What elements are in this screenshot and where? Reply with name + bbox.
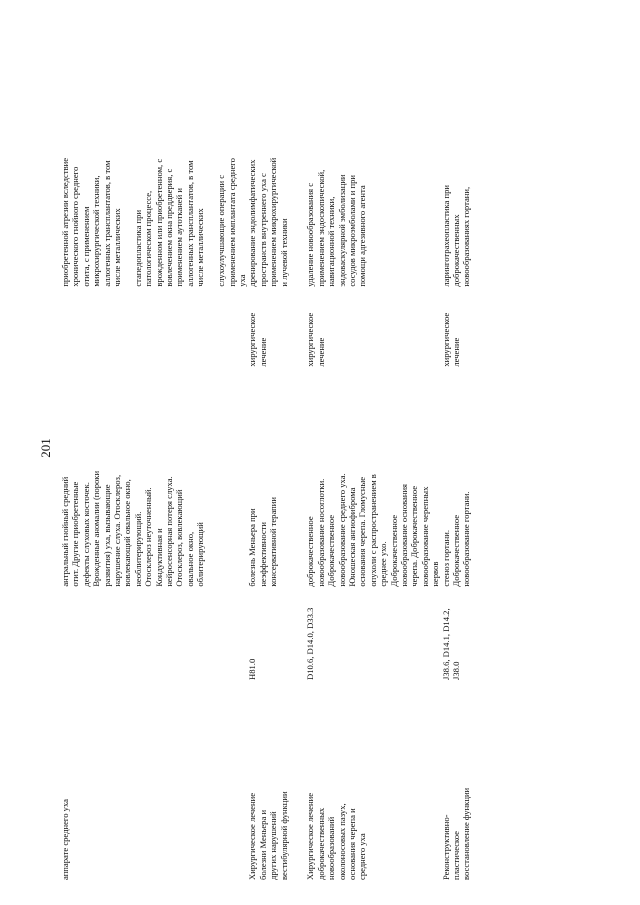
codes-cell: D10.6, D14.0, D33.3 — [305, 607, 316, 680]
method-cell: ларинготрахеопластика при доброкачественных новообразованиях гортани, — [440, 185, 472, 287]
type-cell — [60, 287, 247, 367]
type-cell: хирургическое лечение — [305, 312, 326, 367]
type-cell: хирургическое лечение — [440, 312, 461, 367]
models-cell: антральный гнойный средний отит. Другие приобретенные дефекты слуховых косточек. Врожденные аномалии (пороки развития) уха, вызывающие нарушение слуха. Отосклероз, вовлекающий овальное окно, необлитерирующий. Отосклероз неуточненный. Кондуктивная и нейросенсорная потеря слуха. Отосклероз, вовлекающий овальное окно, облитерирующий — [60, 470, 206, 587]
codes-cell: H81.0 — [247, 658, 258, 680]
models-cell: доброкачественное новообразование носоглотки. Доброкачественное новообразование среднего уха. Юношеская ангиофиброма основания черепа. Гломусные опухоли с распространением в среднее ухо. Доброкачественное новообразование основания черепа. Доброкачественное новообразование черепных нервов — [305, 473, 441, 587]
table-row — [247, 20, 305, 880]
profile-cell: аппарате среднего уха — [60, 799, 70, 880]
codes-cell: J38.6, D14.1, D14.2, J38.0 — [440, 608, 461, 680]
models-cell: стеноз гортани. Доброкачественное новообразование гортани. — [440, 491, 472, 587]
profile-cell: Хирургическое лечение доброкачественных новообразований околоносовых пазух, основания черепа и среднего уха — [305, 792, 368, 880]
method-cell: удаление новообразования с применением эндоскопической, навигационной техники, эндоваскулярной эмболизации сосудов микроэмболами и при помощи адгезивного агента — [305, 169, 368, 287]
method-cell: приобретенной атрезии вследствие хронического гнойного среднего отита, с применением микрохирургической техники, аллогенных трансплантатов, в том числе металлических стапедопластика при патологическом процессе, врожденном или приобретенном, с вовлечением окна преддверия, с применением аутотканей и аллогенных трансплантатов, в том числе металлических слухоулучшающие операции с применением имплантата среднего уха — [60, 157, 247, 287]
table-row — [441, 20, 511, 880]
codes-cell — [60, 587, 247, 680]
profile-cell: Хирургическое лечение болезни Меньера и других нарушений вестибулярной функции — [247, 791, 289, 880]
page-number: 201 — [37, 438, 53, 458]
medical-care-table — [60, 20, 511, 880]
rotated-table-container — [60, 20, 620, 880]
models-cell: болезнь Меньера при неэффективности консервативной терапии — [247, 497, 279, 587]
table-row — [60, 20, 247, 880]
type-cell: хирургическое лечение — [247, 312, 268, 367]
profile-cell: Реконструктивно- пластическое восстановление функции — [440, 787, 472, 880]
table-row — [305, 20, 440, 880]
method-cell: дренирование эндолимфатических пространств внутреннего уха с применением микрохирургической и лучевой техники — [247, 157, 289, 287]
